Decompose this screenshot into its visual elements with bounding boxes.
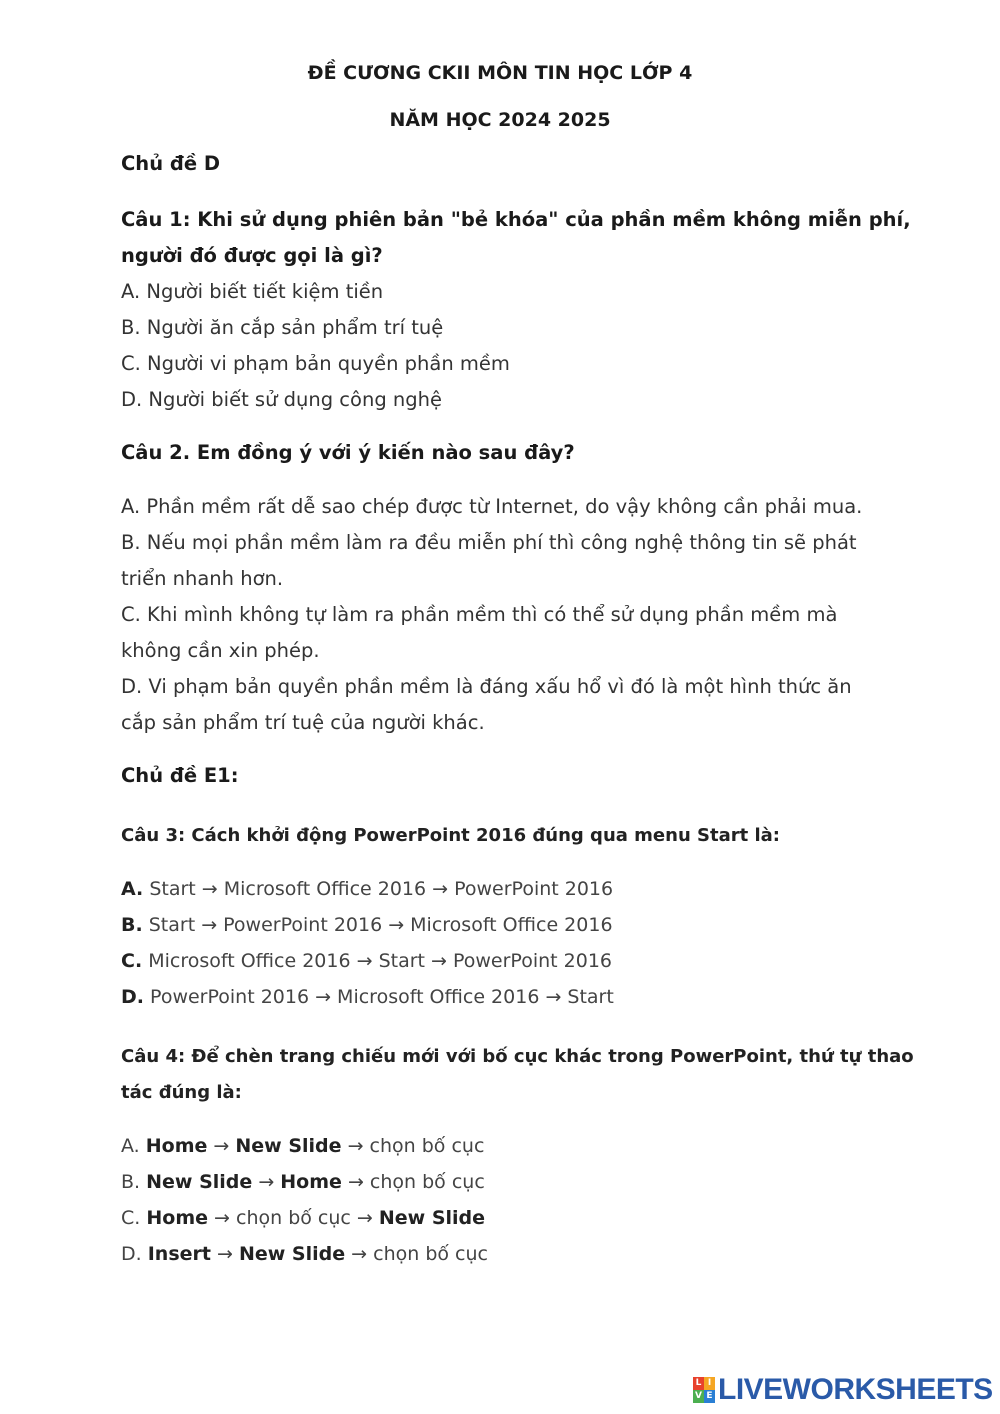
logo-mark-l: L <box>693 1377 704 1390</box>
option-bold-2: Home <box>280 1171 342 1193</box>
question-2-option-d: D. Vi phạm bản quyền phần mềm là đáng xấu hổ vì đó là một hình thức ăn <box>121 675 852 698</box>
option-text: Microsoft Office 2016 → Start → PowerPoint 2016 <box>142 950 612 972</box>
question-4-text: Câu 4: Để chèn trang chiếu mới với bố cục khác trong PowerPoint, thứ tự thao <box>121 1046 914 1067</box>
option-text: PowerPoint 2016 → Microsoft Office 2016 → Start <box>144 986 614 1008</box>
option-letter: A. <box>121 878 144 900</box>
question-3-text: Câu 3: Cách khởi động PowerPoint 2016 đúng qua menu Start là: <box>121 825 781 846</box>
option-letter: B. <box>121 1171 147 1193</box>
option-mid: → <box>210 1243 239 1265</box>
question-3-option-c <box>121 943 881 979</box>
option-bold-2: New Slide <box>238 1243 346 1265</box>
school-year-title: NĂM HỌC 2024 2025 <box>389 109 611 131</box>
question-2-text: Câu 2. Em đồng ý với ý kiến nào sau đây? <box>121 441 575 464</box>
question-1-option-c: C. Người vi phạm bản quyền phần mềm <box>121 352 510 375</box>
option-mid: → <box>207 1135 236 1157</box>
option-end: → chọn bố cục <box>345 1243 488 1265</box>
liveworksheets-logo <box>693 1373 993 1407</box>
option-bold-1: Home <box>145 1135 208 1157</box>
logo-mark-i: I <box>704 1377 715 1390</box>
option-letter: A. <box>121 1135 146 1157</box>
logo-mark-e: E <box>704 1390 715 1403</box>
option-end: → chọn bố cục <box>341 1171 485 1193</box>
question-1-option-a: A. Người biết tiết kiệm tiền <box>121 280 384 303</box>
question-3-option-b <box>121 907 881 943</box>
question-4-option-d <box>121 1236 881 1272</box>
question-1-text-cont: người đó được gọi là gì? <box>121 244 383 267</box>
question-1-text: Câu 1: Khi sử dụng phiên bản "bẻ khóa" của phần mềm không miễn phí, <box>121 208 911 231</box>
question-2-option-c: C. Khi mình không tự làm ra phần mềm thì có thể sử dụng phần mềm mà <box>121 603 838 626</box>
question-1-option-b: B. Người ăn cắp sản phẩm trí tuệ <box>121 316 444 339</box>
topic-d-heading: Chủ đề D <box>121 152 221 175</box>
question-2-option-d-cont: cắp sản phẩm trí tuệ của người khác. <box>121 711 485 734</box>
option-bold-1: Home <box>146 1207 208 1229</box>
question-2-option-c-cont: không cần xin phép. <box>121 639 320 662</box>
logo-mark-v: V <box>693 1390 704 1403</box>
question-3-option-d <box>121 979 881 1015</box>
question-4-option-c <box>121 1200 881 1236</box>
option-text: Start → Microsoft Office 2016 → PowerPoint 2016 <box>143 878 614 900</box>
question-2-option-a: A. Phần mềm rất dễ sao chép được từ Internet, do vậy không cần phải mua. <box>121 495 863 518</box>
question-1-option-d: D. Người biết sử dụng công nghệ <box>121 388 442 411</box>
option-bold-2: New Slide <box>378 1207 486 1229</box>
document-title: ĐỀ CƯƠNG CKII MÔN TIN HỌC LỚP 4 <box>307 62 693 84</box>
question-4-text-cont: tác đúng là: <box>121 1082 242 1103</box>
option-letter: B. <box>121 914 143 936</box>
option-mid: → <box>252 1171 281 1193</box>
question-4-option-b <box>121 1164 881 1200</box>
option-letter: C. <box>121 950 143 972</box>
option-letter: D. <box>121 986 144 1008</box>
question-2-option-b: B. Nếu mọi phần mềm làm ra đều miễn phí thì công nghệ thông tin sẽ phát <box>121 531 857 554</box>
option-letter: D. <box>121 1243 148 1265</box>
option-bold-1: Insert <box>147 1243 211 1265</box>
option-text: Start → PowerPoint 2016 → Microsoft Office 2016 <box>142 914 613 936</box>
question-4-option-a <box>121 1128 881 1164</box>
question-3-option-a <box>121 871 881 907</box>
option-bold-2: New Slide <box>235 1135 342 1157</box>
option-letter: C. <box>121 1207 147 1229</box>
liveworksheets-logo-icon <box>693 1377 715 1403</box>
option-end: → chọn bố cục <box>341 1135 485 1157</box>
option-bold-1: New Slide <box>146 1171 253 1193</box>
option-mid: → chọn bố cục → <box>208 1207 379 1229</box>
question-2-option-b-cont: triển nhanh hơn. <box>121 567 284 590</box>
topic-e1-heading: Chủ đề E1: <box>121 764 239 787</box>
logo-text: LIVEWORKSHEETS <box>718 1373 993 1406</box>
